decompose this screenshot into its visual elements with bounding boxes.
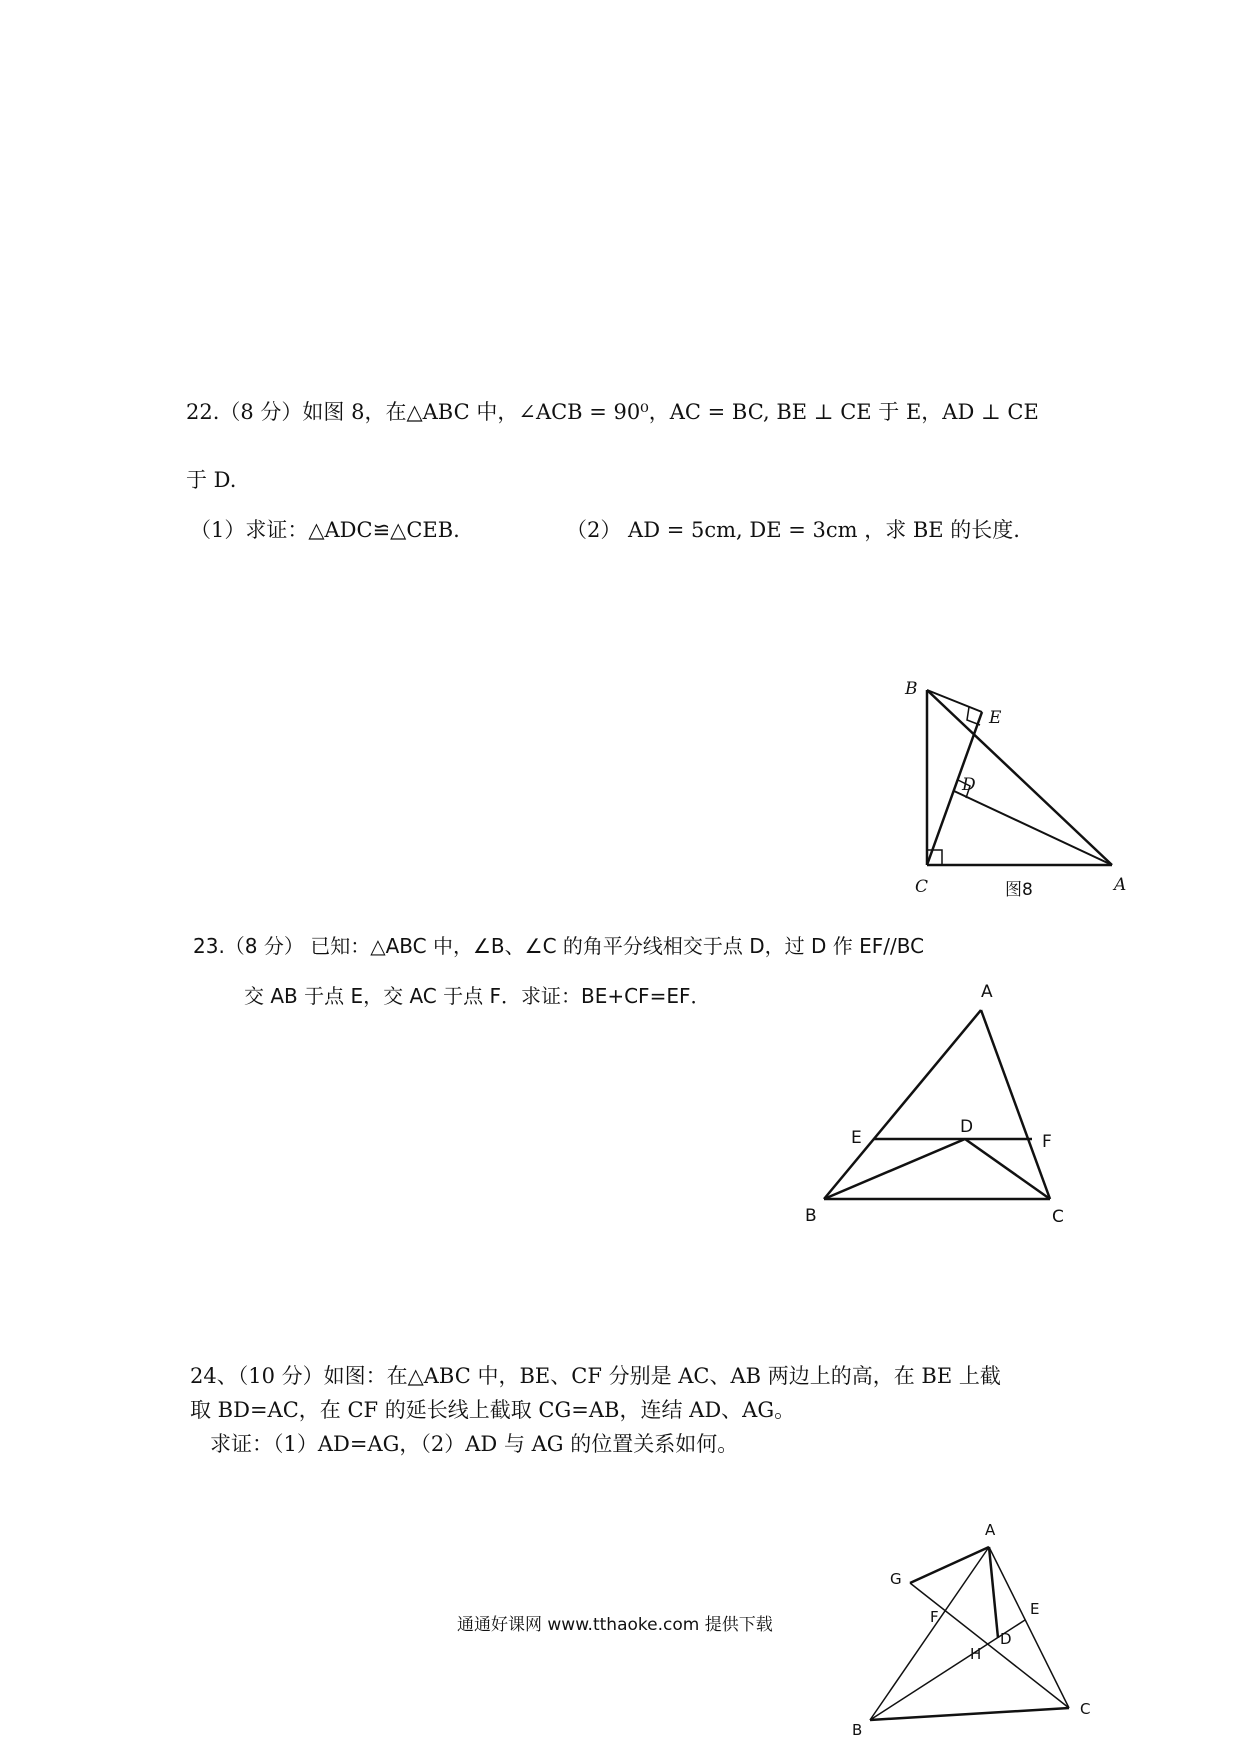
label-c: C: [1080, 1700, 1091, 1718]
label-c: C: [915, 877, 929, 897]
q24-line1: 24、（10 分）如图：在△ABC 中，BE、CF 分别是 AC、AB 两边上的高，在 BE 上截: [190, 1364, 1001, 1388]
label-a: A: [1114, 875, 1127, 895]
q22-line2: 于 D.: [186, 468, 237, 492]
segment-ac: [981, 1010, 1050, 1199]
q22-line1: 22.（8 分）如图 8，在△ABC 中，∠ACB = 90⁰，AC = BC, BE ⊥ CE 于 E，AD ⊥ CE: [186, 400, 1039, 424]
figure-caption: 图8: [1005, 880, 1033, 900]
q22-part2: （2） AD = 5cm, DE = 3cm ，求 BE 的长度.: [566, 518, 1020, 542]
segment-ad: [954, 791, 1112, 865]
label-e: E: [1030, 1600, 1040, 1618]
label-b: B: [852, 1721, 863, 1739]
segment-cg: [910, 1583, 1069, 1708]
q24-line3: 求证：（1）AD=AG，（2）AD 与 AG 的位置关系如何。: [210, 1432, 739, 1456]
label-a: A: [985, 1521, 996, 1539]
segment-bc: [870, 1708, 1069, 1720]
label-c: C: [1052, 1207, 1064, 1227]
q22-figure: [900, 670, 1140, 910]
segment-ac: [989, 1547, 1069, 1708]
label-d: D: [1000, 1630, 1012, 1648]
segment-ab: [824, 1010, 981, 1199]
q23-line2: 交 AB 于点 E，交 AC 于点 F．求证：BE+CF=EF．: [244, 984, 711, 1008]
q24-figure: [840, 1510, 1120, 1740]
segment-ad: [989, 1547, 998, 1638]
q23-figure: [800, 975, 1100, 1235]
q22-part1: （1）求证：△ADC≌△CEB.: [190, 518, 460, 542]
label-e: E: [851, 1128, 862, 1148]
label-a: A: [981, 982, 993, 1002]
label-f: F: [930, 1608, 939, 1626]
segment-be: [927, 690, 982, 712]
segment-cd: [965, 1139, 1050, 1199]
label-d: D: [960, 1117, 974, 1137]
label-g: G: [890, 1570, 902, 1588]
segment-bd: [824, 1139, 965, 1199]
q24-line2: 取 BD=AC，在 CF 的延长线上截取 CG=AB，连结 AD、AG。: [190, 1398, 796, 1422]
label-f: F: [1042, 1132, 1052, 1152]
label-h: H: [970, 1645, 982, 1663]
segment-ba: [927, 690, 1112, 865]
label-b: B: [905, 679, 918, 699]
label-b: B: [805, 1206, 817, 1226]
footer-source: 通通好课网 www.tthaoke.com 提供下载: [457, 1615, 773, 1635]
q23-line1: 23.（8 分） 已知：△ABC 中，∠B、∠C 的角平分线相交于点 D，过 D 作 EF//BC: [193, 934, 925, 958]
label-d: D: [962, 775, 976, 795]
label-e: E: [989, 708, 1002, 728]
